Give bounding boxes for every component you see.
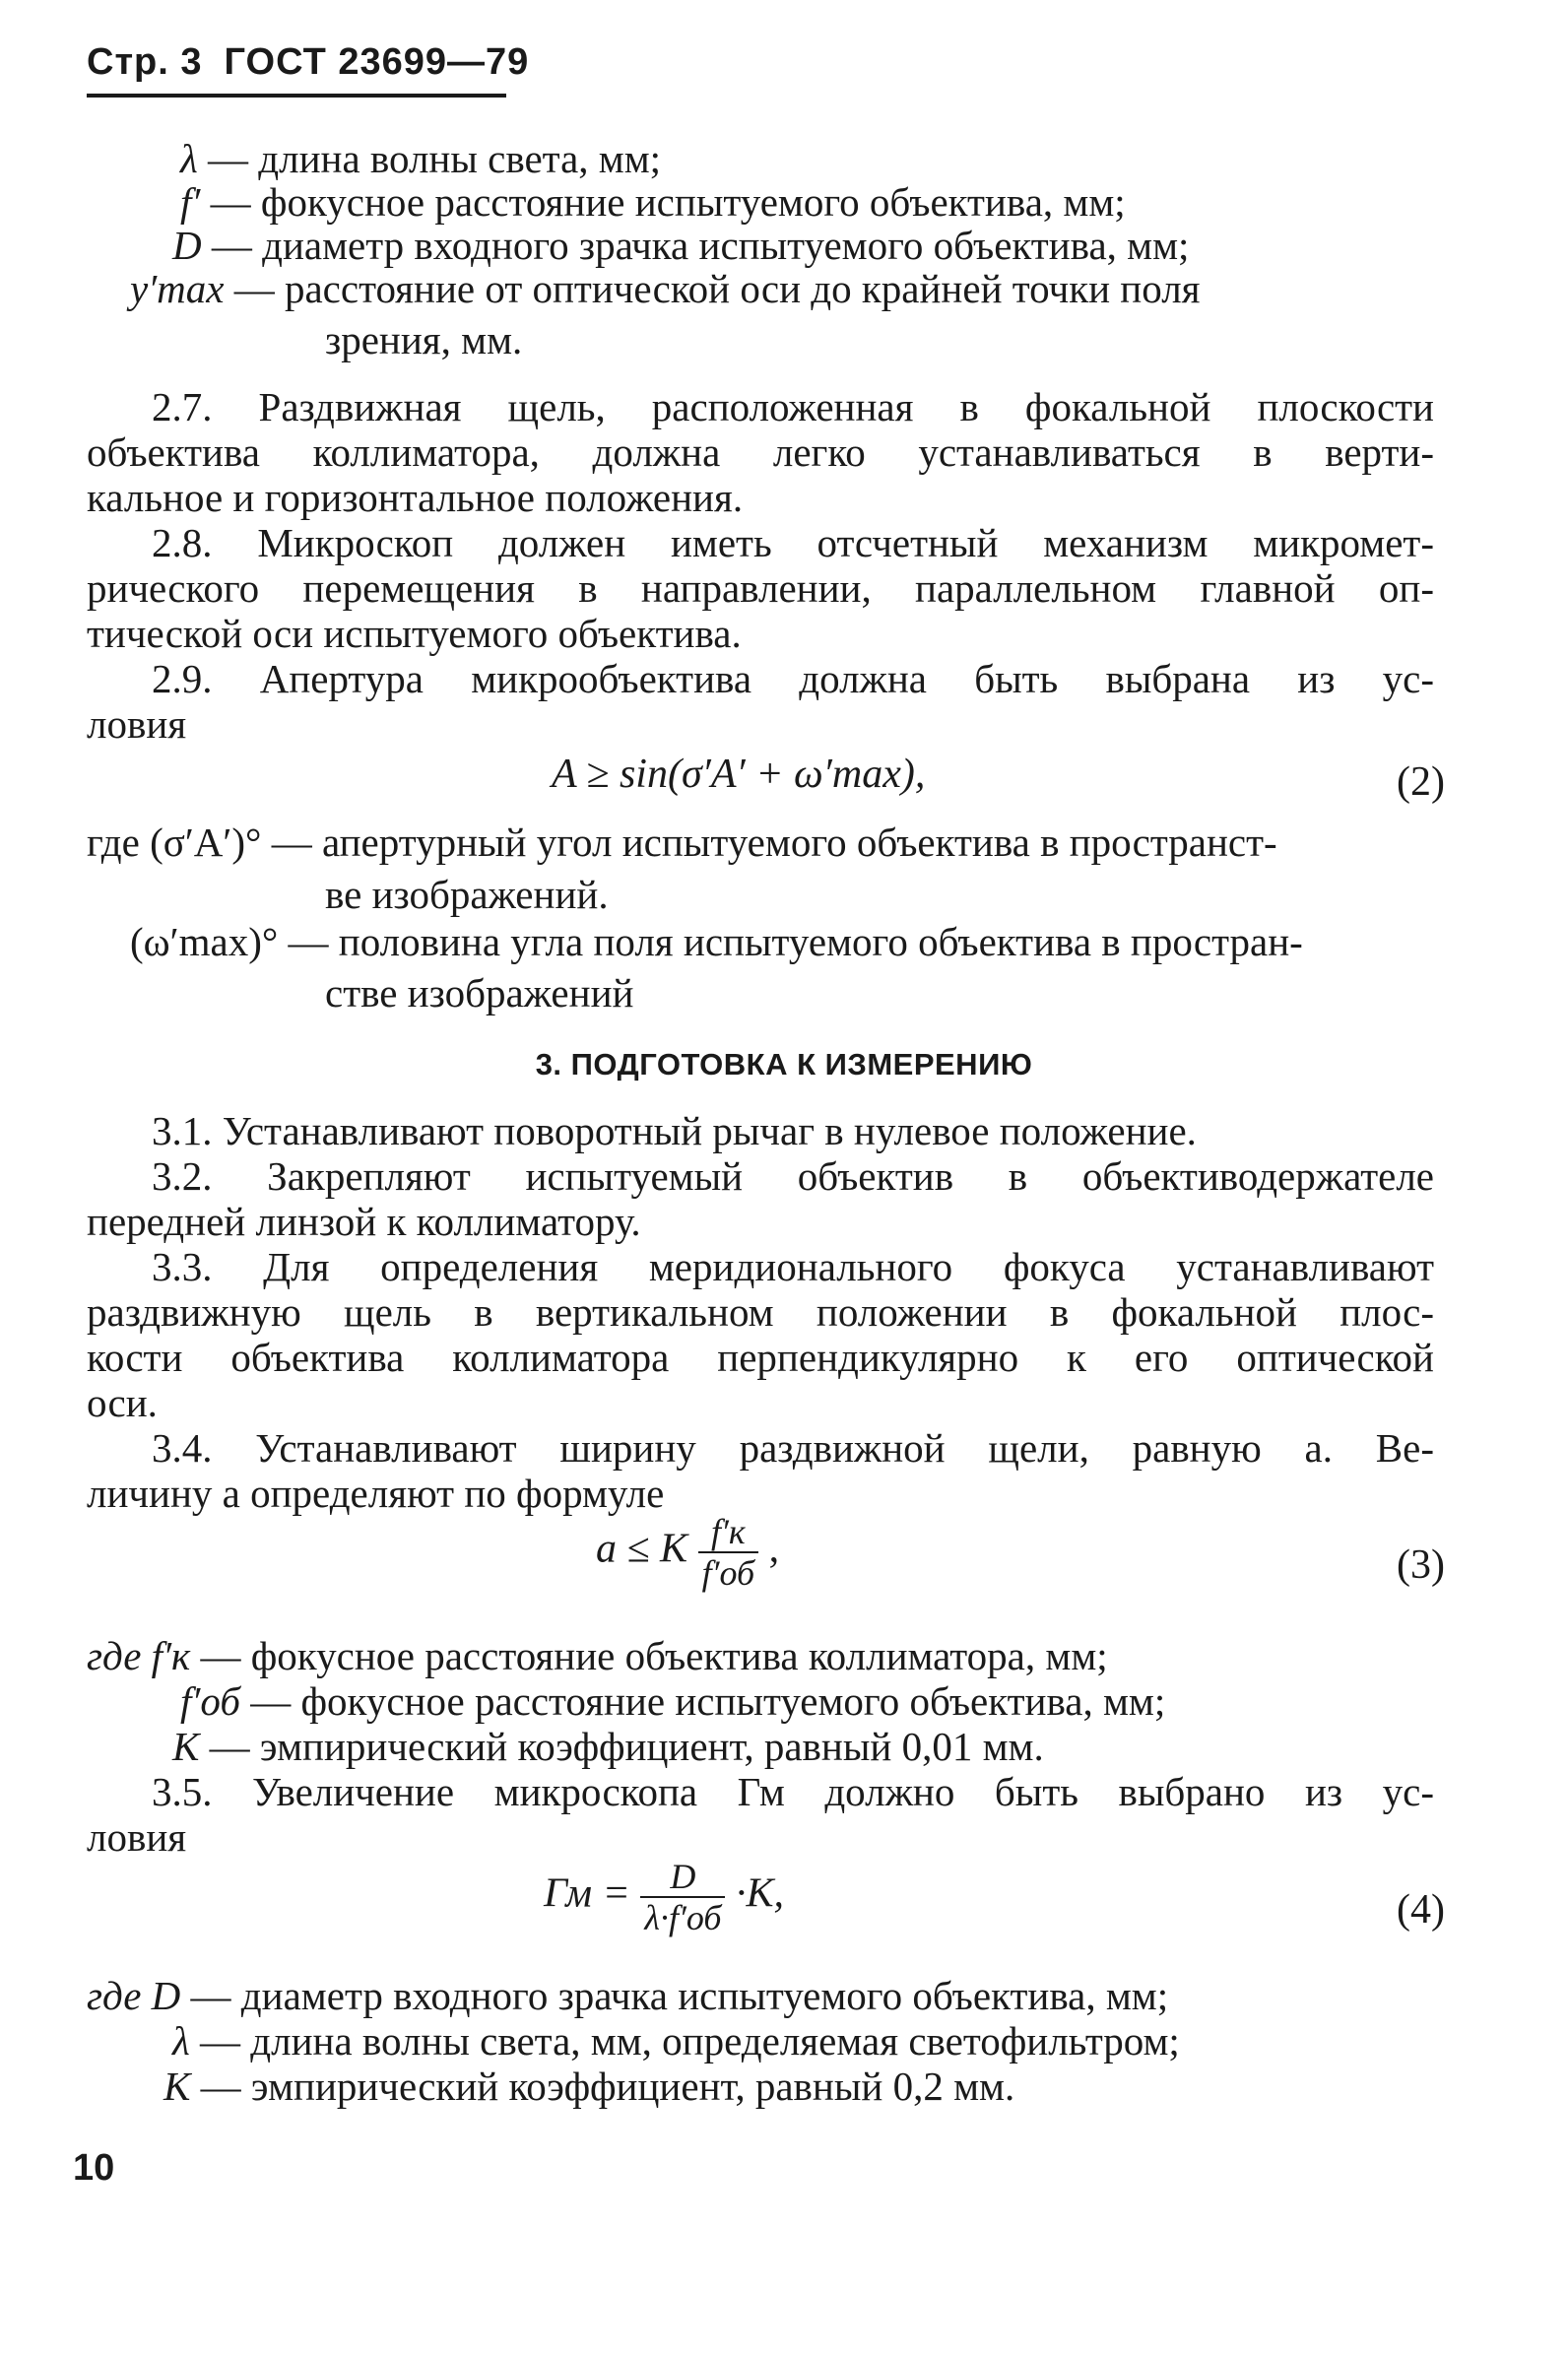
p3-5-line2: ловия [87,1814,187,1860]
p3-3-line2: раздвижную щель в вертикальном положении в фокальной плос- [87,1289,1434,1335]
p2-7-line3: кальное и горизонтальное положения. [87,475,744,520]
def-aperture-angle-cont: ве изображений. [325,872,609,917]
def-test-lens-focal: f′об — фокусное расстояние испытуемого объектива, мм; [180,1678,1166,1724]
def-ymax: y′max — расстояние от оптической оси до крайней точки поля [130,266,1201,311]
p3-4-line2: личину a определяют по формуле [87,1471,665,1516]
formula-2-number: (2) [1397,759,1445,805]
formula-4: Гм = $\frac{D}{\lambda\cdot f'об}$ ·K, [544,1857,784,1937]
def-focal-length: f′ — фокусное расстояние испытуемого объектива, мм; [180,179,1126,225]
standard-number: ГОСТ 23699—79 [224,41,530,83]
p2-7-line2: объектива коллиматора, должна легко устанавливаться в верти- [87,429,1434,475]
p2-9-line2: ловия [87,701,187,747]
section-3-title: 3. ПОДГОТОВКА К ИЗМЕРЕНИЮ [535,1047,1033,1081]
def-pupil-diameter: где D — диаметр входного зрачка испытуемого объектива, мм; [87,1973,1169,2018]
p3-3-line3: кости объектива коллиматора перпендикулярно к его оптической [87,1335,1434,1380]
formula-2: A ≥ sin(σ′A′ + ω′max), [552,752,926,797]
formula-3-number: (3) [1397,1542,1445,1588]
p2-8-line3: тической оси испытуемого объектива. [87,611,742,656]
def-coefficient-02: K — эмпирический коэффициент, равный 0,2 мм. [163,2064,1015,2109]
formula-4-number: (4) [1397,1887,1445,1933]
p3-4-line1: 3.4. Устанавливают ширину раздвижной щели, равную a. Ве- [152,1425,1434,1471]
p3-3-line4: оси. [87,1380,158,1425]
def-wavelength-filter: λ — длина волны света, мм, определяемая светофильтром; [172,2018,1180,2064]
formula-3-fraction: $\frac{f'к}{f'об}$ [698,1512,759,1593]
p3-1-line1: 3.1. Устанавливают поворотный рычаг в нулевое положение. [152,1108,1197,1153]
p2-7-line1: 2.7. Раздвижная щель, расположенная в фокальной плоскости [152,384,1434,429]
page-label: Стр. 3 [87,41,203,83]
def-half-field-angle-cont: стве изображений [325,970,634,1016]
p2-9-line1: 2.9. Апертура микрообъектива должна быть выбрана из ус- [152,656,1434,701]
p2-8-line1: 2.8. Микроскоп должен иметь отсчетный механизм микромет- [152,520,1434,565]
formula-3: a ≤ K $\frac{f'к}{f'об}$ , [596,1512,780,1593]
p3-2-line2: передней линзой к коллиматору. [87,1199,641,1244]
def-ymax-cont: зрения, мм. [325,317,523,362]
p3-3-line1: 3.3. Для определения меридионального фокуса устанавливают [152,1244,1434,1289]
def-diameter: D — диаметр входного зрачка испытуемого объектива, мм; [172,223,1190,268]
def-lambda: λ — длина волны света, мм; [180,136,662,181]
def-collimator-focal: где f′к — фокусное расстояние объектива коллиматора, мм; [87,1633,1108,1678]
formula-4-fraction: $\frac{D}{\lambda\cdot f'об}$ [640,1857,725,1937]
p3-5-line1: 3.5. Увеличение микроскопа Гм должно быть выбрано из ус- [152,1769,1434,1814]
def-half-field-angle: (ω′max)° — половина угла поля испытуемого объектива в простран- [130,919,1303,964]
header-rule [87,94,506,98]
p2-8-line2: рического перемещения в направлении, параллельном главной оп- [87,565,1434,611]
page-header [87,41,529,84]
def-aperture-angle: где (σ′A′)° — апертурный угол испытуемого объектива в пространст- [87,819,1277,865]
p3-2-line1: 3.2. Закрепляют испытуемый объектив в объективодержателе [152,1153,1434,1199]
def-coefficient-001: K — эмпирический коэффициент, равный 0,01 мм. [172,1724,1044,1769]
page-number: 10 [73,2147,115,2189]
